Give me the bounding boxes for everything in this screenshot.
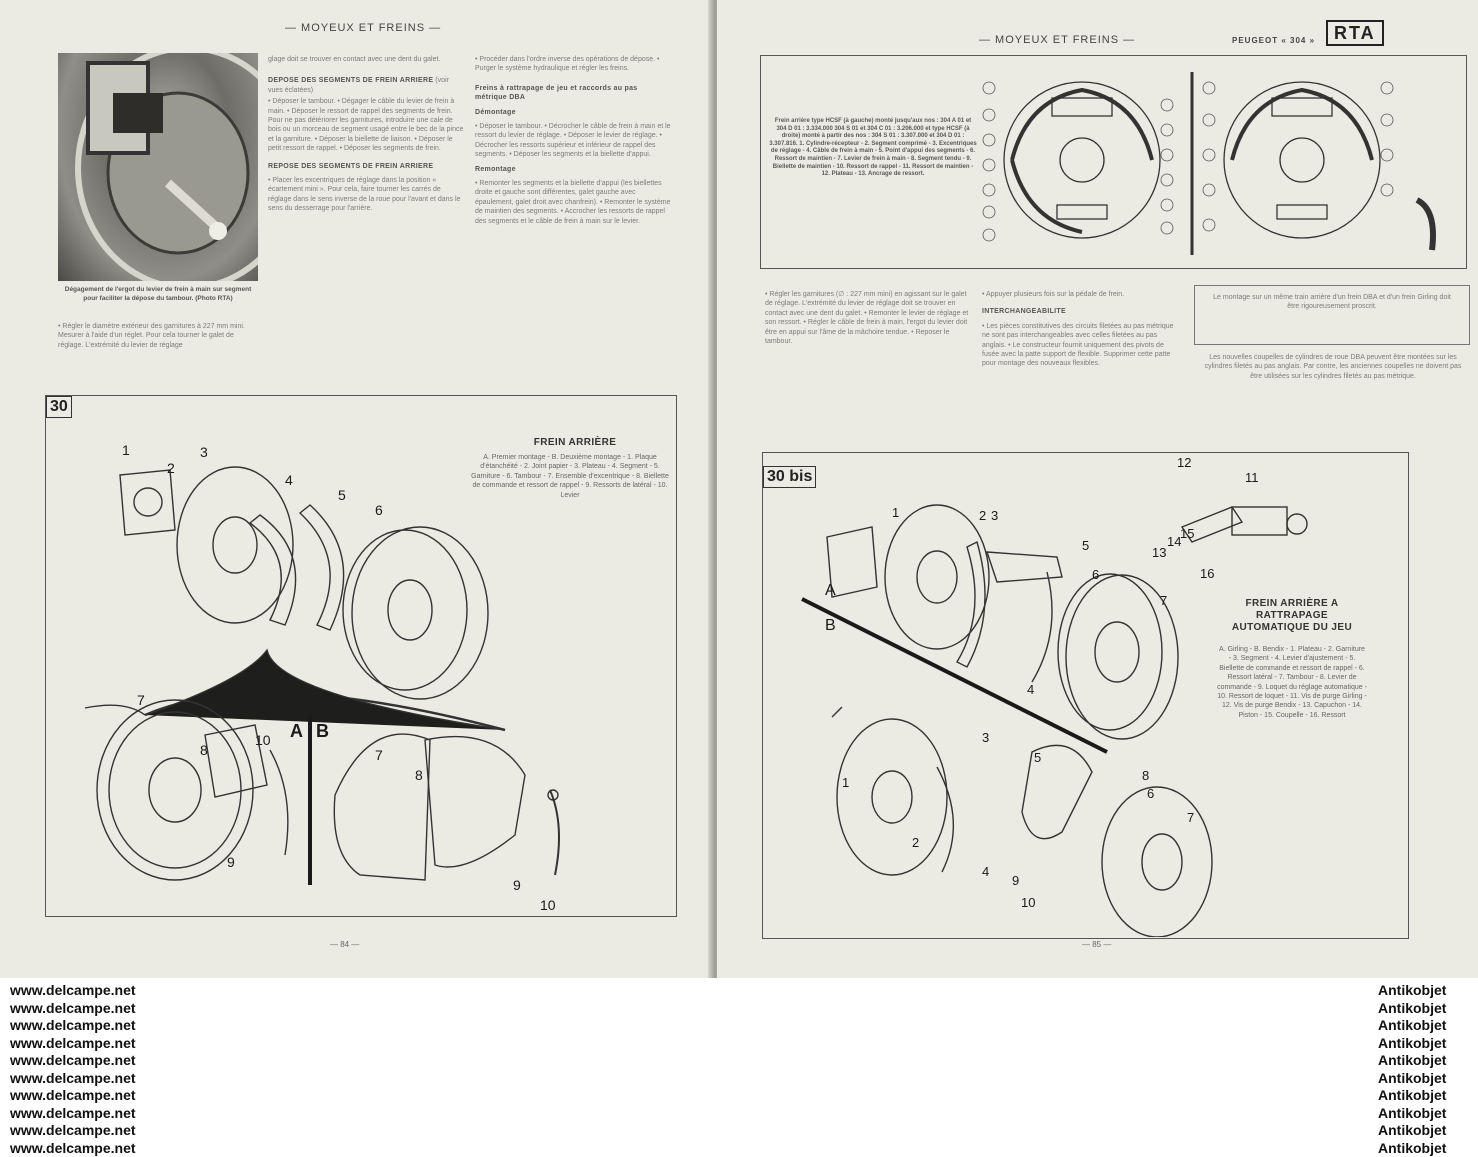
figure-30bis-label-6b: 6: [1147, 786, 1154, 801]
figure-30bis-label-3: 3: [991, 508, 998, 523]
figure-30bis-label-1b: 1: [842, 775, 849, 790]
watermark-left-line: www.delcampe.net: [10, 1017, 136, 1035]
figure-30-label-3: 3: [200, 444, 208, 460]
right-col3-body: Les nouvelles coupelles de cylindres de roue DBA peuvent être montées sur les cylindres filetés au pas anglais. Par contre, les anciennes coupelles ne doivent pas être utilisées sur les cylindres filetés au pas métrique.: [1202, 353, 1464, 381]
figure-30bis-label-7b: 7: [1187, 810, 1194, 825]
figure-30bis-label-1: 1: [892, 505, 899, 520]
watermark-right-line: Antikobjet: [1378, 1140, 1446, 1157]
watermark-left-line: www.delcampe.net: [10, 1000, 136, 1018]
watermark-left-line: www.delcampe.net: [10, 1140, 136, 1157]
figure-30bis-number-main: 30: [767, 468, 785, 485]
left-col3-heading-dba: Freins à rattrapage de jeu et raccords au pas métrique DBA: [475, 84, 671, 103]
figure-30bis-label-5b: 5: [1034, 750, 1041, 765]
watermark-right-line: Antikobjet: [1378, 1000, 1446, 1018]
figure-30bis-label-3b: 3: [982, 730, 989, 745]
left-col2-heading-repose: REPOSE DES SEGMENTS DE FREIN ARRIERE: [268, 162, 464, 171]
figure-30-label-9: 9: [227, 854, 235, 870]
figure-30bis-label-7: 7: [1160, 593, 1167, 608]
figure-30bis-label-12: 12: [1177, 455, 1191, 470]
watermark-left-line: www.delcampe.net: [10, 1035, 136, 1053]
figure-30bis-label-4b: 4: [982, 864, 989, 879]
figure-30bis-drawing: [762, 452, 1407, 937]
figure-30-label-A: A: [290, 721, 303, 741]
figure-30-drawing: [45, 395, 675, 915]
figure-30bis-label-5: 5: [1082, 538, 1089, 553]
right-col2-body-1: • Appuyer plusieurs fois sur la pédale de frein.: [982, 290, 1182, 299]
figure-30bis-label-9: 9: [1012, 873, 1019, 888]
watermark-left-line: www.delcampe.net: [10, 1087, 136, 1105]
right-page-header: — MOYEUX ET FREINS —: [979, 34, 1135, 46]
left-col3-body-demontage: • Déposer le tambour. • Décrocher le câble de frein à main et le ressort du levier de réglage. • Déposer le levier de réglage. • Décrocher les ressorts supérieur et inférieur de rappel des segments. • Déposer les segments et la biellette d'appui.: [475, 122, 671, 160]
figure-30-title: FREIN ARRIÈRE: [500, 437, 650, 449]
right-note-text: Le montage sur un même train arrière d'un frein DBA et d'un frein Girling doit être rigoureusement proscrit.: [1207, 293, 1457, 312]
watermark-left-line: www.delcampe.net: [10, 1070, 136, 1088]
left-col2-text: [268, 55, 464, 219]
left-page-number: — 84 —: [330, 940, 359, 949]
left-col3-body-1: • Procéder dans l'ordre inverse des opérations de dépose. • Purger le système hydraulique et régler les freins.: [475, 55, 671, 74]
left-col3-text: [475, 55, 671, 231]
figure-30-legend: A. Premier montage - B. Deuxième montage - 1. Plaque d'étanchéité - 2. Joint papier - 3. Plateau - 4. Segment - 5. Garniture - 6. Tambour - 7. Ensemble d'excentrique - 8. Biellette de commande et ressort de rappel - 9. Ressorts de latéral - 10. Levier: [470, 453, 670, 500]
watermark-left-line: www.delcampe.net: [10, 1052, 136, 1070]
figure-30bis-title: FREIN ARRIÈRE A RATTRAPAGE AUTOMATIQUE DU JEU: [1222, 598, 1362, 634]
figure-30-label-8b: 8: [415, 767, 423, 783]
figure-30bis-number-suffix: bis: [789, 468, 812, 485]
watermark-right-line: Antikobjet: [1378, 1087, 1446, 1105]
watermark-right-line: Antikobjet: [1378, 982, 1446, 1000]
right-col2-text: [982, 290, 1182, 374]
right-page-number: — 85 —: [1082, 940, 1111, 949]
top-figure-drawing: [977, 60, 1457, 265]
figure-30bis-label-16: 16: [1200, 566, 1214, 581]
figure-30bis-label-11: 11: [1245, 470, 1259, 485]
left-col2-heading-note: (voir vues éclatées): [268, 77, 449, 93]
watermark-right-line: Antikobjet: [1378, 1035, 1446, 1053]
figure-30bis-legend: A. Girling - B. Bendix - 1. Plateau - 2. Garniture - 3. Segment - 4. Levier d'ajustement - 5. Biellette de commande et ressort de rappel - 6. Ressort latéral - 7. Tambour - 8. Levier de commande - 9. Loquet du réglage automatique - 10. Ressort de loquet - 11. Vis de purge Girling - 12. Vis de purge Bendix - 13. Capuchon - 14. Piston - 15. Coupelle - 16. Ressort: [1217, 645, 1367, 720]
figure-30-label-8: 8: [200, 742, 208, 758]
figure-30bis-label-2b: 2: [912, 835, 919, 850]
figure-30-label-7: 7: [137, 692, 145, 708]
figure-30bis-label-15: 15: [1180, 526, 1194, 541]
left-col2-body-repose: • Placer les excentriques de réglage dans la position « écartement mini ». Pour cela, faire tourner les carrés de réglage dans le sens inverse de la roue pour l'avant et dans le sens du desserrage pour l'arrière.: [268, 176, 464, 214]
figure-30bis-label-6: 6: [1092, 567, 1099, 582]
watermark-right-line: Antikobjet: [1378, 1070, 1446, 1088]
figure-30-number: 30: [46, 396, 72, 418]
left-col2-body-depose: • Déposer le tambour. • Dégager le câble du levier de frein à main. • Déposer le ressort de rappel des segments de frein. Pour ne pas détériorer les garnitures, introduire une cale de bois ou un morceau de segment usagé entre le bec de la pince et la garniture. • Déposer la biellette de liaison. • Déposer le petit ressort de rappel. • Déposer les segments de frein.: [268, 97, 464, 153]
top-figure-caption: Frein arrière type HCSF (à gauche) monté jusqu'aux nos : 304 A 01 et 304 D 01 : 3.334.000 304 S 01 et 304 C 01 : 3.206.000 et type HCSF (à droite) monté à partir des nos : 304 S 01 : 3.307.000 et 304 D 01 : 3.307.816. 1. Cylindre-récepteur - 2. Segment comprimé - 3. Excentriques de réglage - 4. Câble de frein à main - 5. Point d'appui des segments - 6. Ressort de maintien - 7. Levier de frein à main - 8. Segment tendu - 9. Biellette de maintien - 10. Ressort de rappel - 11. Ressort de maintien - 12. Plateau - 13. Ancrage de ressort.: [769, 118, 977, 179]
right-col1-body: • Régler les garnitures (∅ : 227 mm mini) en agissant sur le galet de réglage. L'extrémité du levier de réglage doit se trouver en contact avec une dent du galet. • Remonter le levier de réglage et son ressort. • Régler le câble de frein à main, l'ergot du levier doit être en appui sur l'âme de la mâchoire tendue. • Reposer le tambour.: [765, 290, 975, 346]
left-col2-heading-depose: DEPOSE DES SEGMENTS DE FREIN ARRIERE: [268, 77, 433, 84]
watermark-right-line: Antikobjet: [1378, 1105, 1446, 1123]
figure-30bis-label-4: 4: [1027, 682, 1034, 697]
right-col2-heading: INTERCHANGEABILITE: [982, 307, 1182, 316]
figure-30bis-label-10: 10: [1021, 895, 1035, 910]
right-col1-text: [765, 290, 975, 351]
left-page: [0, 0, 711, 978]
watermark-left-line: www.delcampe.net: [10, 982, 136, 1000]
left-col3-heading-demontage: Démontage: [475, 108, 671, 117]
right-page-header-model: PEUGEOT « 304 »: [1232, 36, 1315, 45]
left-col2-intro: glage doit se trouver en contact avec une dent du galet.: [268, 55, 464, 64]
figure-30-label-10: 10: [255, 732, 271, 748]
figure-30bis-label-A: A: [825, 582, 836, 599]
watermark-left-line: www.delcampe.net: [10, 1122, 136, 1140]
watermark-left-line: www.delcampe.net: [10, 1105, 136, 1123]
figure-30-label-7b: 7: [375, 747, 383, 763]
watermark-right-line: Antikobjet: [1378, 1017, 1446, 1035]
figure-30-label-10b: 10: [540, 897, 556, 913]
figure-30bis-label-2: 2: [979, 508, 986, 523]
figure-30-label-5: 5: [338, 487, 346, 503]
left-col3-body-remontage: • Remonter les segments et la biellette d'appui (les biellettes droite et gauche sont différentes, galet gauche avec épaulement, galet droit avec chanfrein). • Remonter le système de maintien des segments. • Accrocher les ressorts de rappel des segments et le câble de frein à main sur le levier.: [475, 179, 671, 226]
left-col1-paragraph: • Régler le diamètre extérieur des garnitures à 227 mm mini. Mesurer à l'aide d'un réglet. Pour cela tourner le galet de réglage. L'extrémité du levier de réglage: [58, 322, 258, 350]
watermark-right-line: Antikobjet: [1378, 1122, 1446, 1140]
right-page: [717, 0, 1478, 978]
left-col3-heading-remontage: Remontage: [475, 165, 671, 174]
brake-photo: [58, 53, 258, 281]
figure-30bis-label-13: 13: [1152, 545, 1166, 560]
left-col1-text: [58, 322, 258, 355]
watermark-right-line: Antikobjet: [1378, 1052, 1446, 1070]
figure-30bis-label-14: 14: [1167, 534, 1181, 549]
figure-30-label-4: 4: [285, 472, 293, 488]
right-col2-body-2: • Les pièces constitutives des circuits filetées au pas métrique ne sont pas interchangeables avec celles filetées au pas anglais. • Le constructeur fournit uniquement des pivots de fusée avec la patte support de flexible. Supprimer cette patte pour montage des nouveaux flexibles.: [982, 322, 1182, 369]
rta-logo: RTA: [1326, 20, 1384, 46]
left-page-header: — MOYEUX ET FREINS —: [285, 22, 441, 34]
figure-30-label-2: 2: [167, 460, 175, 476]
figure-30-label-B: B: [316, 721, 329, 741]
figure-30bis-label-8: 8: [1142, 768, 1149, 783]
figure-30-label-6: 6: [375, 502, 383, 518]
photo-caption: Dégagement de l'ergot du levier de frein à main sur segment pour faciliter la dépose du tambour. (Photo RTA): [58, 286, 258, 303]
figure-30bis-label-B: B: [825, 617, 836, 634]
photo-drawing: [58, 53, 258, 281]
figure-30-label-1: 1: [122, 442, 130, 458]
figure-30-label-9b: 9: [513, 877, 521, 893]
